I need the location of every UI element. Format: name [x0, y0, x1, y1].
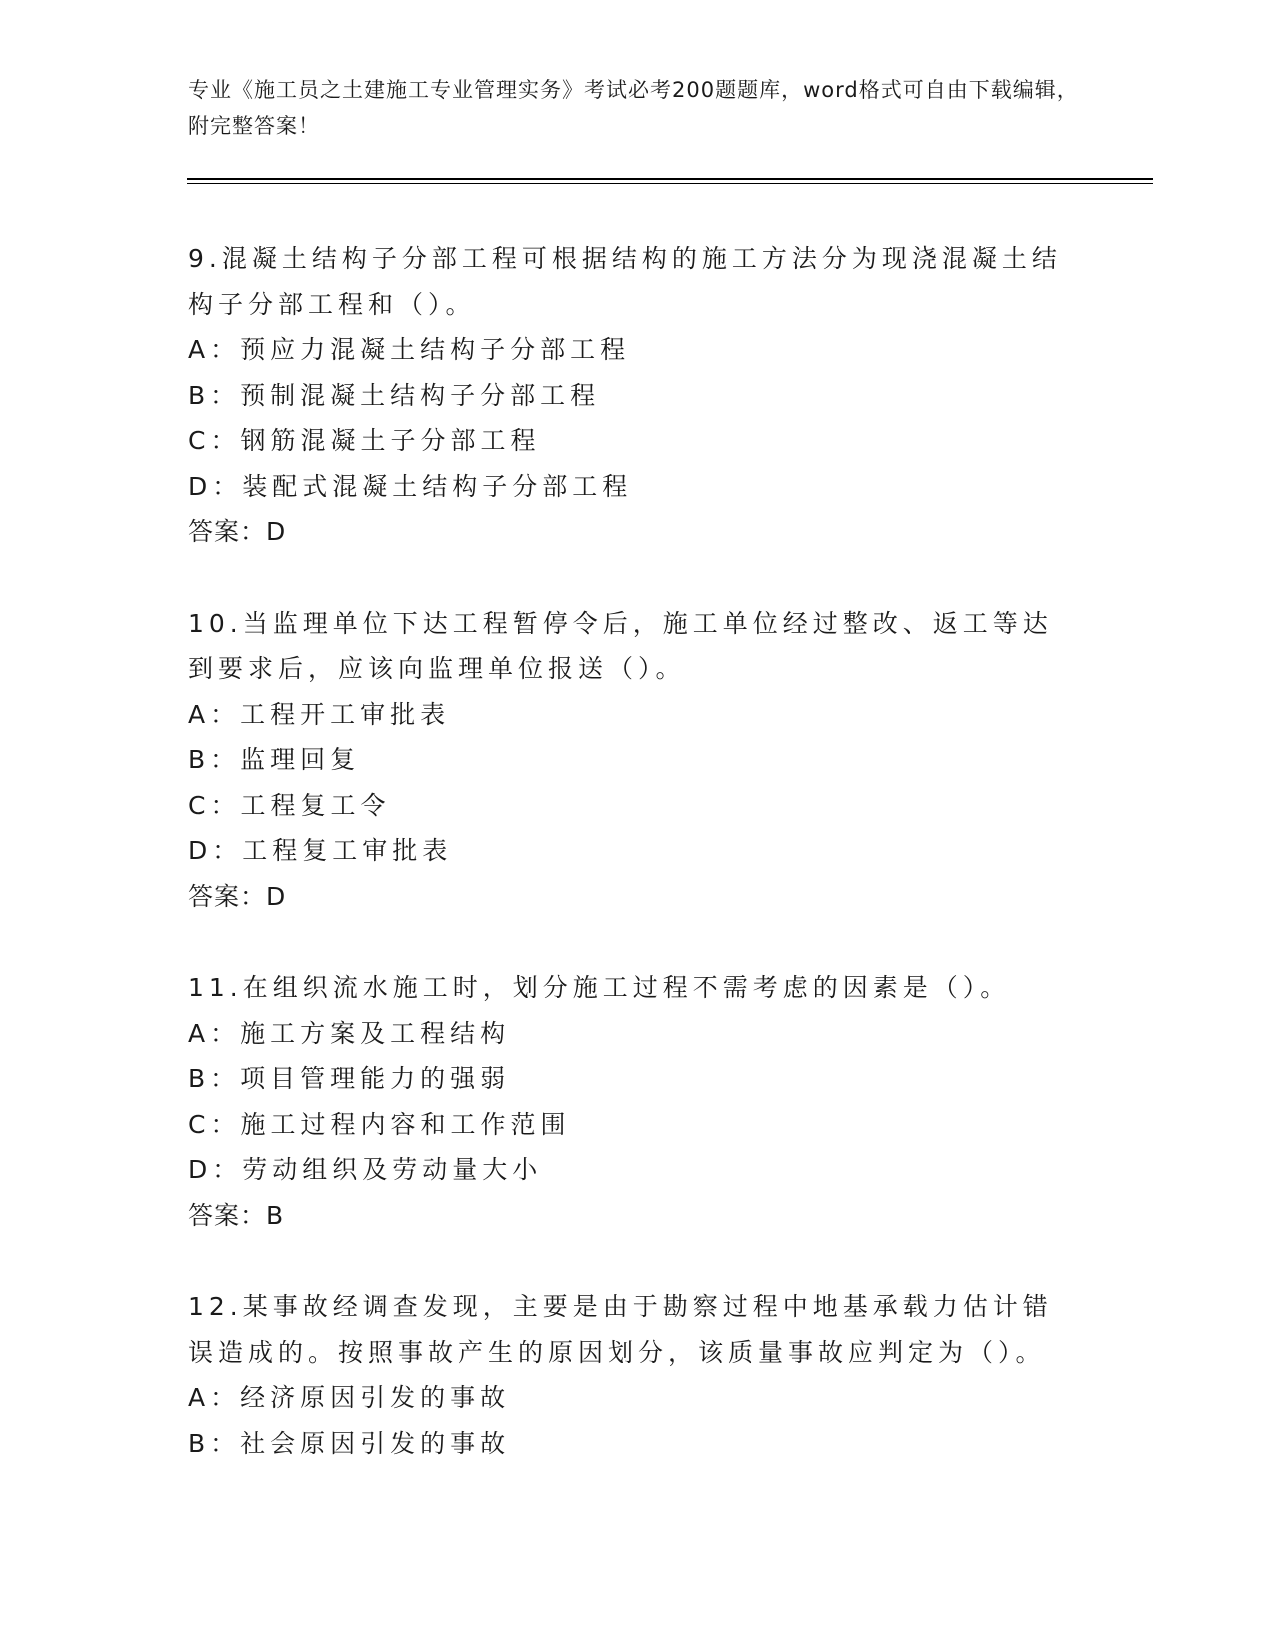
answer-line: 答案：B — [188, 1200, 285, 1230]
option-a: A：工程开工审批表 — [188, 699, 451, 729]
question-stem: 9.混凝土结构子分部工程可根据结构的施工方法分为现浇混凝土结构子分部工程和（）。 — [188, 244, 1062, 319]
question-9 — [188, 236, 1088, 555]
question-list — [188, 236, 1088, 1512]
option-a: A：施工方案及工程结构 — [188, 1018, 511, 1048]
header-divider-thin — [187, 183, 1153, 184]
option-b: B：预制混凝土结构子分部工程 — [188, 380, 601, 410]
option-c: C：钢筋混凝土子分部工程 — [188, 426, 541, 455]
question-11 — [188, 965, 1088, 1238]
answer-line: 答案：D — [188, 881, 287, 911]
question-stem: 10.当监理单位下达工程暂停令后，施工单位经过整改、返工等达到要求后，应该向监理单位报送（）。 — [188, 608, 1053, 683]
option-b: B：项目管理能力的强弱 — [188, 1064, 511, 1093]
document-header: 专业《施工员之土建施工专业管理实务》考试必考200题题库，word格式可自由下载编辑，附完整答案！ — [188, 78, 1079, 138]
option-b: B：监理回复 — [188, 745, 361, 774]
answer-line: 答案：D — [188, 517, 287, 546]
question-stem: 12.某事故经调查发现，主要是由于勘察过程中地基承载力估计错误造成的。按照事故产生的原因划分，该质量事故应判定为（）。 — [188, 1292, 1053, 1367]
option-b: B：社会原因引发的事故 — [188, 1428, 511, 1458]
option-d: D：劳动组织及劳动量大小 — [188, 1155, 543, 1184]
header-divider-thick — [187, 178, 1153, 180]
option-a: A：经济原因引发的事故 — [188, 1383, 511, 1412]
question-stem: 11.在组织流水施工时，划分施工过程不需考虑的因素是（）。 — [188, 973, 1011, 1002]
option-a: A：预应力混凝土结构子分部工程 — [188, 335, 631, 364]
question-12 — [188, 1284, 1088, 1466]
question-10 — [188, 601, 1088, 920]
option-c: C：工程复工令 — [188, 790, 391, 820]
option-d: D：装配式混凝土结构子分部工程 — [188, 471, 633, 501]
option-d: D：工程复工审批表 — [188, 836, 453, 865]
option-c: C：施工过程内容和工作范围 — [188, 1109, 571, 1139]
